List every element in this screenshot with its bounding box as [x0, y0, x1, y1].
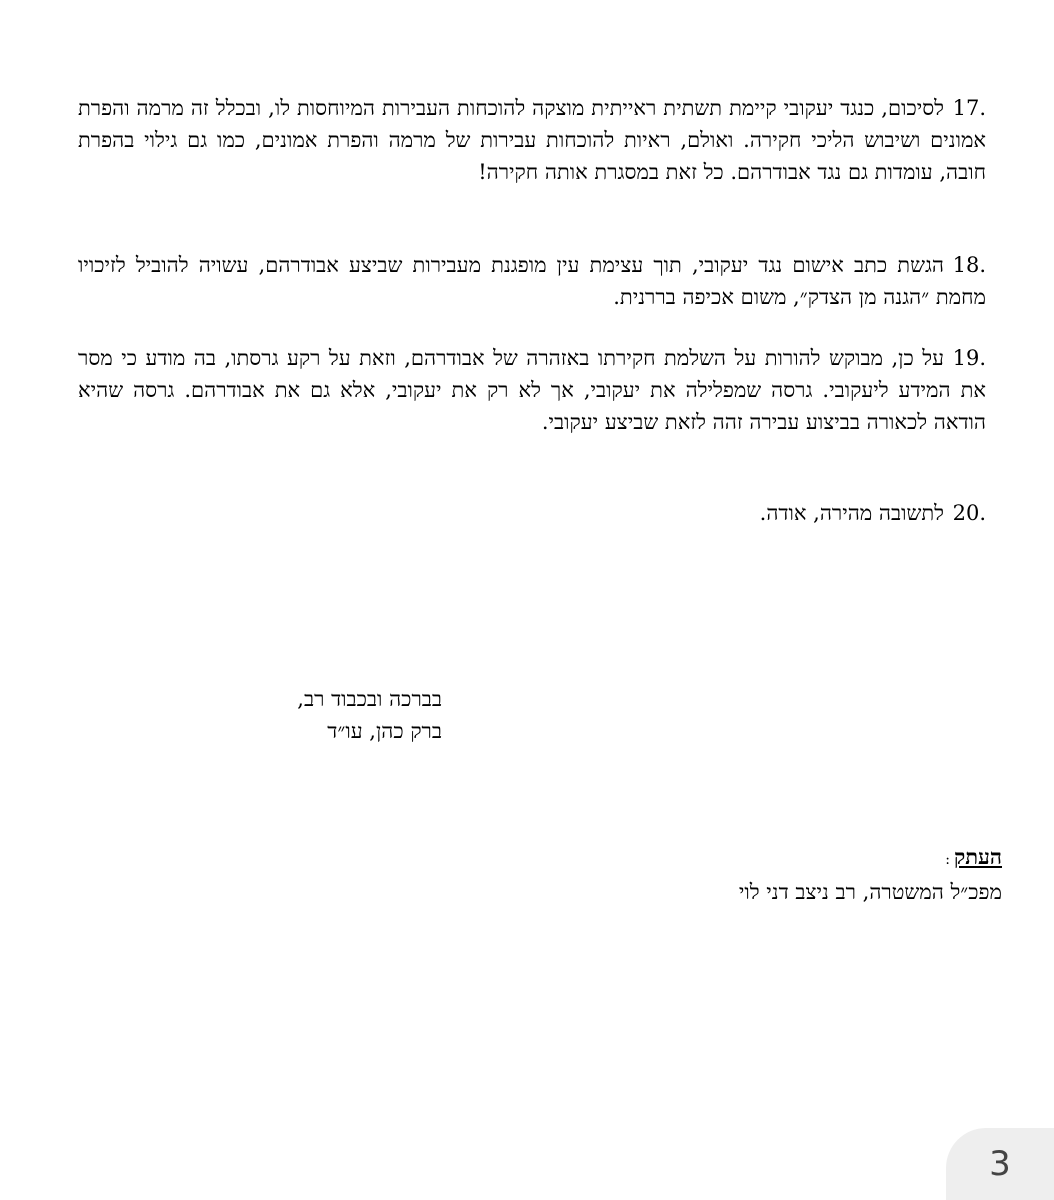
paragraph-number: 17.: [952, 96, 986, 120]
copy-colon: :: [945, 852, 950, 868]
signature-name: ברק כהן, עו״ד: [327, 719, 442, 743]
paragraph-19: [78, 342, 986, 438]
paragraph-number: 19.: [952, 346, 986, 370]
paragraph-text: לתשובה מהירה, אודה.: [759, 501, 944, 525]
signature-block: [297, 683, 442, 747]
paragraph-number: 18.: [952, 253, 986, 277]
paragraph-text: על כן, מבוקש להורות על השלמת חקירתו באזהרה של אבודרהם, וזאת על רקע גרסתו, בה מודע כי מסר את המידע ליעקובי. גרסה שמפלילה את יעקובי, אך לא רק את יעקובי, אלא גם את אבודרהם. גרסה שהיא הודאה לכאורה בביצוע עבירה זהה לזאת שביצע יעקובי.: [78, 346, 986, 434]
paragraph-18: [78, 249, 986, 313]
paragraph-text: הגשת כתב אישום נגד יעקובי, תוך עצימת עין מופגנת מעבירות שביצע אבודרהם, עשויה להוביל לזיכויו מחמת ״הגנה מן הצדק״, משום אכיפה בררנית.: [78, 253, 986, 309]
paragraph-text: לסיכום, כנגד יעקובי קיימת תשתית ראייתית מוצקה להוכחות העבירות המיוחסות לו, ובכלל זה מרמה והפרת אמונים ושיבוש הליכי חקירה. ואולם, ראיות להוכחות עבירות של מרמה והפרת אמונים, כמו גם גילוי בהפרת חובה, עומדות גם נגד אבודרהם. כל זאת במסגרת אותה חקירה!: [78, 96, 986, 184]
signature-closing: בברכה ובכבוד רב,: [297, 687, 442, 711]
paragraph-number: 20.: [952, 501, 986, 525]
paragraph-20: [78, 497, 986, 529]
copy-recipient: מפכ״ל המשטרה, רב ניצב דני לוי: [738, 880, 1002, 904]
paragraph-17: [78, 92, 986, 188]
copy-heading: העתק: [953, 844, 1002, 869]
page-number: 3: [989, 1144, 1011, 1184]
page-number-badge: [946, 1128, 1054, 1200]
copy-block: [739, 841, 1002, 908]
